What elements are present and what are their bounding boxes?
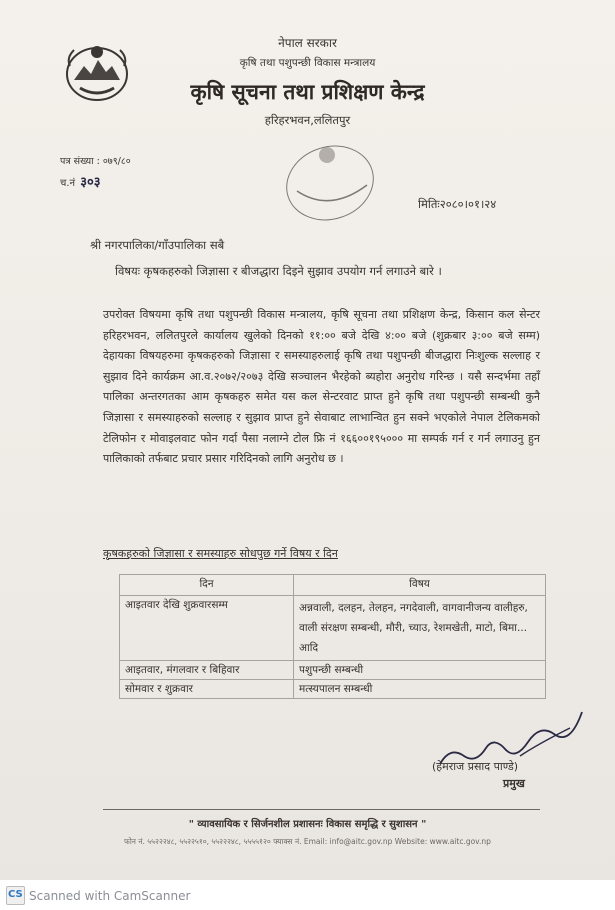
row-subject: पशुपन्छी सम्बन्धी <box>294 661 546 680</box>
letter-number: पत्र संख्या : ०७९/८० <box>60 156 131 167</box>
dispatch-label: च.नं <box>60 178 76 189</box>
camscanner-logo-icon: CS <box>6 886 25 905</box>
signatory-title: प्रमुख <box>503 777 525 790</box>
subject-line: विषयः कृषकहरुको जिज्ञासा र बीजद्धारा दिइने सुझाव उपयोग गर्न लगाउने बारे । <box>115 264 442 278</box>
table-row <box>120 596 546 661</box>
organization-address: हरिहरभवन,ललितपुर <box>264 113 351 127</box>
schedule-table <box>119 574 546 699</box>
dispatch-value: ३०३ <box>80 175 101 190</box>
table-header-row <box>120 575 546 596</box>
letter-body: उपरोक्त विषयमा कृषि तथा पशुपन्छी विकास मन्त्रालय, कृषि सूचना तथा प्रशिक्षण केन्द्र, किसान कल सेन्टर हरिहरभवन, ललितपुरले कार्यालय खुलेको दिनको ११:०० बजे देखि ४:०० बजे (शुक्रबार ३:०० बजे सम्म) देहायका विषयहरुमा कृषकहरुको जिज्ञासा र समस्याहरुलाई कृषि तथा पशुपन्छी बीजद्धारा निःशुल्क सल्लाह र सुझाव दिने कार्यक्रम आ.व.२०७२/२०७३ देखि सञ्चालन भैरहेको ब्यहोरा अनुरोध गरिन्छ । यसै सन्दर्भमा तहाँ पालिका अन्तरगतका आम कृषकहरु समेत यस कल सेन्टरवाट प्राप्त हुने कृषि तथा पशुपन्छी सम्बन्धी कुनै जिज्ञासा र समस्याहरुको सल्लाह र सुझाव प्राप्त हुने सेवाबाट लाभान्वित हुन सक्ने भएकोले नेपाल टेलिकमको टेलिफोन र मोवाइलवाट फोन गर्दा पैसा नलाग्ने टोल फ्रि नं १६६००१९५००० मा सम्पर्क गर्न र गर्न लगाउनु हुन पालिकाको तर्फबाट प्रचार प्रसार गरिदिनको लागि अनुरोध छ । <box>103 308 540 466</box>
header-day: दिन <box>120 575 294 596</box>
footer-slogan: " व्यावसायिक र सिर्जनशील प्रशासनः विकास समृद्धि र सुशासन " <box>188 819 427 830</box>
dispatch-number <box>60 172 101 190</box>
office-stamp-icon <box>275 133 385 233</box>
recipient: श्री नगरपालिका/गाँउपालिका सबै <box>90 238 225 252</box>
camscanner-label: Scanned with CamScanner <box>29 888 191 903</box>
letter-date: मितिः२०८०।०१।२४ <box>418 197 497 211</box>
signatory-name: (हेमराज प्रसाद पाण्डे) <box>432 760 519 773</box>
footer-contact: फोन नं. ५५२२२४८, ५५२२५१०, ५५२२२४८, ५५५५१२० फ्याक्स नं. Email: info@aitc.gov.np Website: www.aitc.gov.np <box>124 837 491 846</box>
table-row <box>120 661 546 680</box>
row-day: आइतवार देखि शुक्रवारसम्म <box>120 596 294 661</box>
ministry-line: कृषि तथा पशुपन्छी विकास मन्त्रालय <box>239 57 376 69</box>
government-line: नेपाल सरकार <box>278 36 337 50</box>
row-subject: अन्नवाली, दलहन, तेलहन, नगदेवाली, वागवानीजन्य वालीहरु, वाली संरक्षण सम्बन्धी, मौरी, च्याउ, रेशमखेती, माटो, बिमा... आदि <box>294 596 546 661</box>
row-subject: मत्स्यपालन सम्बन्धी <box>294 680 546 699</box>
row-day: आइतवार, मंगलवार र बिहिवार <box>120 661 294 680</box>
header-subject: विषय <box>294 575 546 596</box>
footer-divider <box>103 809 540 810</box>
organization-name: कृषि सूचना तथा प्रशिक्षण केन्द्र <box>190 80 425 104</box>
schedule-title: कृषकहरुको जिज्ञासा र समस्याहरु सोधपुछ गर्ने विषय र दिन <box>103 547 338 560</box>
row-day: सोमवार र शुक्रवार <box>120 680 294 699</box>
camscanner-watermark <box>6 886 190 905</box>
